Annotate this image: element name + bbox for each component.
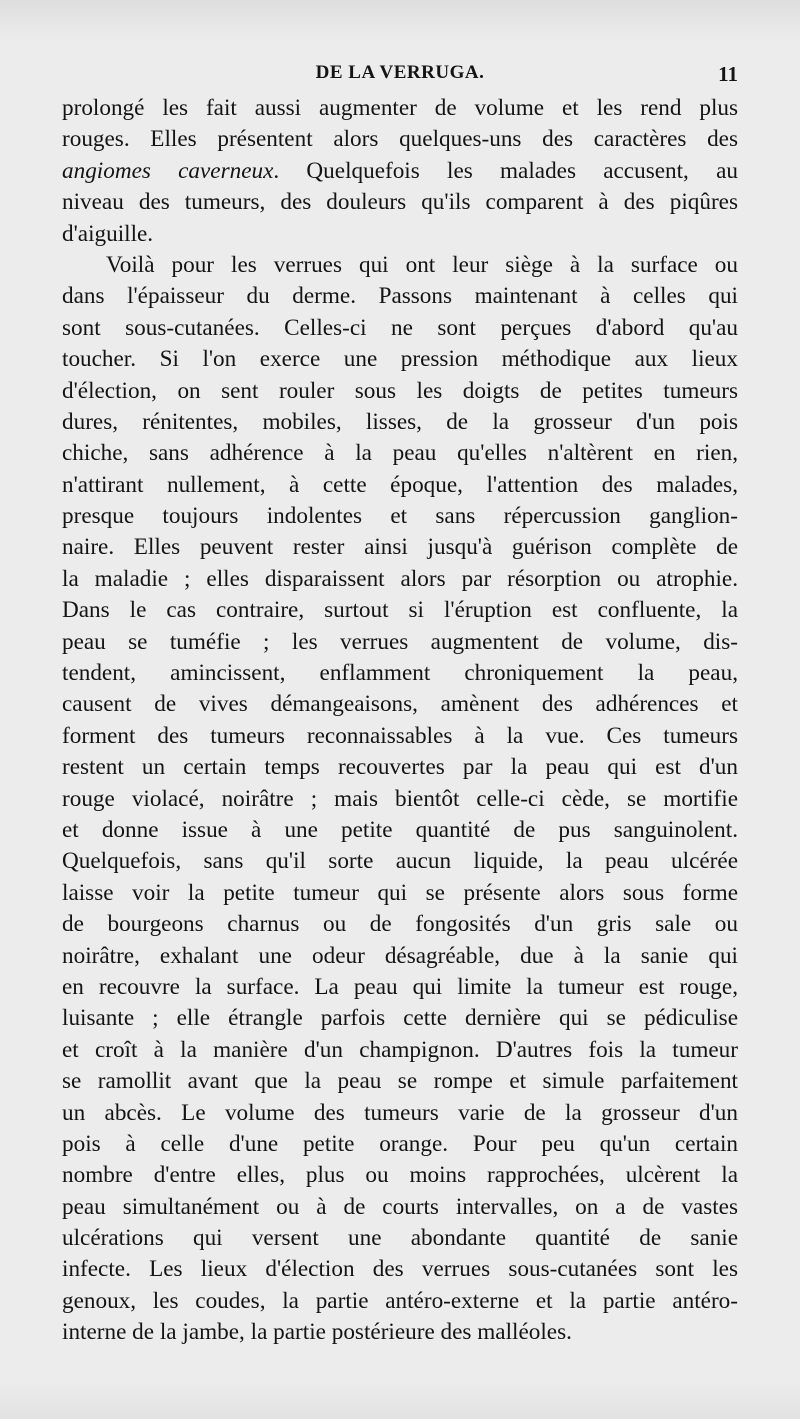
text-line: tendent, amincissent, enflamment chroniquement la peau, (62, 660, 738, 687)
text-line: un abcès. Le volume des tumeurs varie de la grosseur d'un (62, 1099, 738, 1126)
text-line: ulcérations qui versent une abondante quantité de sanie (62, 1225, 738, 1252)
text-line: interne de la jambe, la partie postérieure des malléoles. (62, 1319, 572, 1346)
text-line: peau se tuméfie ; les verrues augmentent de volume, dis- (62, 628, 738, 655)
running-head (62, 62, 738, 88)
text-line: laisse voir la petite tumeur qui se présente alors sous forme (62, 879, 738, 906)
text-line: prolongé les fait aussi augmenter de volume et les rend plus (62, 95, 738, 121)
text-line: rouges. Elles présentent alors quelques-uns des caractères des (62, 126, 738, 153)
text-line: de bourgeons charnus ou de fongosités d'un gris sale ou (62, 911, 738, 938)
text-line: dans l'épaisseur du derme. Passons maintenant à celles qui (62, 283, 738, 310)
text-line: pois à celle d'une petite orange. Pour peu qu'un certain (62, 1130, 738, 1157)
text-line: presque toujours indolentes et sans répercussion ganglion- (62, 503, 738, 530)
text-line: infecte. Les lieux d'élection des verrues sous-cutanées sont les (62, 1256, 738, 1283)
text-line: genoux, les coudes, la partie antéro-externe et la partie antéro- (62, 1287, 738, 1314)
text-line: peau simultanément ou à de courts intervalles, on a de vastes (62, 1193, 738, 1220)
text-line: luisante ; elle étrangle parfois cette dernière qui se pédiculise (62, 1005, 738, 1032)
text-fragment: . Quelquefois les malades accusent, au (273, 157, 738, 184)
text-line: niveau des tumeurs, des douleurs qu'ils comparent à des piqûres (62, 189, 738, 216)
page-number: 11 (718, 62, 738, 86)
text-line: toucher. Si l'on exerce une pression méthodique aux lieux (62, 346, 738, 373)
text-line: et donne issue à une petite quantité de pus sanguinolent. (62, 816, 738, 843)
running-title: DE LA VERRUGA. (315, 62, 485, 83)
text-line: se ramollit avant que la peau se rompe et simule parfaitement (62, 1068, 738, 1095)
text-line: la maladie ; elles disparaissent alors par résorption ou atrophie. (62, 565, 738, 592)
text-line: d'aiguille. (62, 220, 154, 247)
text-line: naire. Elles peuvent rester ainsi jusqu'à guérison complète de (62, 534, 738, 561)
text-line: sont sous-cutanées. Celles-ci ne sont perçues d'abord qu'au (62, 314, 738, 341)
text-line: et croît à la manière d'un champignon. D'autres fois la tumeur (62, 1036, 738, 1063)
text-line: causent de vives démangeaisons, amènent des adhérences et (62, 691, 738, 718)
text-line (62, 156, 738, 187)
text-line: en recouvre la surface. La peau qui limite la tumeur est rouge, (62, 973, 738, 1000)
text-line: rouge violacé, noirâtre ; mais bientôt celle-ci cède, se mortifie (62, 785, 738, 812)
text-line: n'attirant nullement, à cette époque, l'attention des malades, (62, 471, 738, 498)
text-line: nombre d'entre elles, plus ou moins rapprochées, ulcèrent la (62, 1162, 738, 1189)
text-line: restent un certain temps recouvertes par la peau qui est d'un (62, 754, 738, 781)
body-text (62, 93, 738, 1349)
text-line: Voilà pour les verrues qui ont leur siège à la surface ou (106, 251, 738, 278)
text-line: dures, rénitentes, mobiles, lisses, de la grosseur d'un pois (62, 408, 738, 435)
italic-term: angiomes caverneux (62, 157, 274, 184)
text-line: Quelquefois, sans qu'il sorte aucun liquide, la peau ulcérée (62, 848, 738, 875)
text-line: forment des tumeurs reconnaissables à la vue. Ces tumeurs (62, 722, 738, 749)
text-line: noirâtre, exhalant une odeur désagréable, due à la sanie qui (62, 942, 738, 969)
text-line: Dans le cas contraire, surtout si l'éruption est confluente, la (62, 597, 738, 624)
text-line: d'élection, on sent rouler sous les doigts de petites tumeurs (62, 377, 738, 404)
text-line: chiche, sans adhérence à la peau qu'elles n'altèrent en rien, (62, 440, 738, 467)
